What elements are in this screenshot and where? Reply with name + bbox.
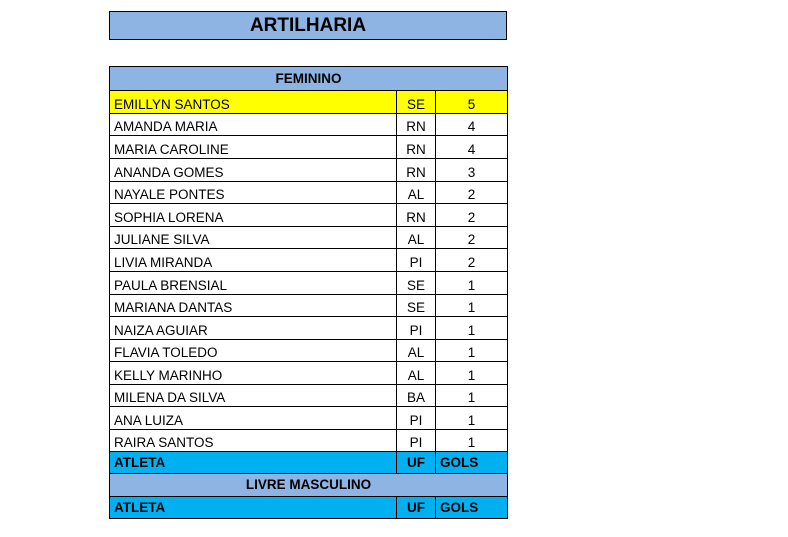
athlete-name-cell: EMILLYN SANTOS xyxy=(110,91,397,114)
header-uf-cell: UF xyxy=(397,452,436,474)
table-row xyxy=(110,114,508,136)
table-row xyxy=(110,295,508,317)
goals-cell: 1 xyxy=(436,272,508,295)
athlete-name-cell: NAIZA AGUIAR xyxy=(110,317,397,340)
table-row xyxy=(110,159,508,182)
athlete-name-cell: MARIA CAROLINE xyxy=(110,136,397,159)
table-row xyxy=(110,430,508,452)
page-title: ARTILHARIA xyxy=(109,11,507,40)
section-heading-masculino xyxy=(110,474,508,497)
athlete-name-cell: NAYALE PONTES xyxy=(110,182,397,204)
uf-cell: RN xyxy=(397,136,436,159)
uf-cell: RN xyxy=(397,204,436,227)
header-gols-cell: GOLS xyxy=(436,452,508,474)
uf-cell: SE xyxy=(397,295,436,317)
uf-cell: SE xyxy=(397,272,436,295)
goals-cell: 4 xyxy=(436,136,508,159)
uf-cell: RN xyxy=(397,114,436,136)
table-row xyxy=(110,407,508,430)
scorers-table xyxy=(109,66,508,519)
uf-cell: PI xyxy=(397,430,436,452)
uf-cell: SE xyxy=(397,91,436,114)
section-heading-label: FEMININO xyxy=(110,67,508,91)
header-atleta-cell: ATLETA xyxy=(110,497,397,519)
athlete-name-cell: KELLY MARINHO xyxy=(110,362,397,385)
header-gols-cell: GOLS xyxy=(436,497,508,519)
athlete-name-cell: FLAVIA TOLEDO xyxy=(110,340,397,362)
table-row xyxy=(110,340,508,362)
athlete-name-cell: PAULA BRENSIAL xyxy=(110,272,397,295)
goals-cell: 4 xyxy=(436,114,508,136)
table-row xyxy=(110,249,508,272)
table-row xyxy=(110,204,508,227)
goals-cell: 1 xyxy=(436,430,508,452)
uf-cell: AL xyxy=(397,182,436,204)
athlete-name-cell: LIVIA MIRANDA xyxy=(110,249,397,272)
header-uf-cell: UF xyxy=(397,497,436,519)
section-heading-label: LIVRE MASCULINO xyxy=(110,474,508,497)
uf-cell: AL xyxy=(397,340,436,362)
athlete-name-cell: JULIANE SILVA xyxy=(110,227,397,249)
feminino-column-header-row xyxy=(110,452,508,474)
uf-cell: AL xyxy=(397,362,436,385)
goals-cell: 3 xyxy=(436,159,508,182)
athlete-name-cell: MILENA DA SILVA xyxy=(110,385,397,407)
uf-cell: PI xyxy=(397,407,436,430)
uf-cell: BA xyxy=(397,385,436,407)
table-row xyxy=(110,385,508,407)
goals-cell: 2 xyxy=(436,227,508,249)
table-row xyxy=(110,317,508,340)
table-row xyxy=(110,136,508,159)
table-row xyxy=(110,362,508,385)
goals-cell: 1 xyxy=(436,295,508,317)
header-atleta-cell: ATLETA xyxy=(110,452,397,474)
uf-cell: PI xyxy=(397,317,436,340)
athlete-name-cell: ANA LUIZA xyxy=(110,407,397,430)
section-heading-feminino xyxy=(110,67,508,91)
goals-cell: 1 xyxy=(436,362,508,385)
uf-cell: PI xyxy=(397,249,436,272)
table-row xyxy=(110,227,508,249)
athlete-name-cell: AMANDA MARIA xyxy=(110,114,397,136)
athlete-name-cell: MARIANA DANTAS xyxy=(110,295,397,317)
masculino-column-header-row xyxy=(110,497,508,519)
uf-cell: RN xyxy=(397,159,436,182)
athlete-name-cell: RAIRA SANTOS xyxy=(110,430,397,452)
goals-cell: 2 xyxy=(436,249,508,272)
table-row xyxy=(110,272,508,295)
scorers-table-body xyxy=(110,67,508,519)
athlete-name-cell: ANANDA GOMES xyxy=(110,159,397,182)
goals-cell: 1 xyxy=(436,407,508,430)
goals-cell: 1 xyxy=(436,317,508,340)
goals-cell: 1 xyxy=(436,340,508,362)
goals-cell: 1 xyxy=(436,385,508,407)
table-row xyxy=(110,91,508,114)
goals-cell: 2 xyxy=(436,182,508,204)
goals-cell: 2 xyxy=(436,204,508,227)
table-row xyxy=(110,182,508,204)
goals-cell: 5 xyxy=(436,91,508,114)
athlete-name-cell: SOPHIA LORENA xyxy=(110,204,397,227)
uf-cell: AL xyxy=(397,227,436,249)
